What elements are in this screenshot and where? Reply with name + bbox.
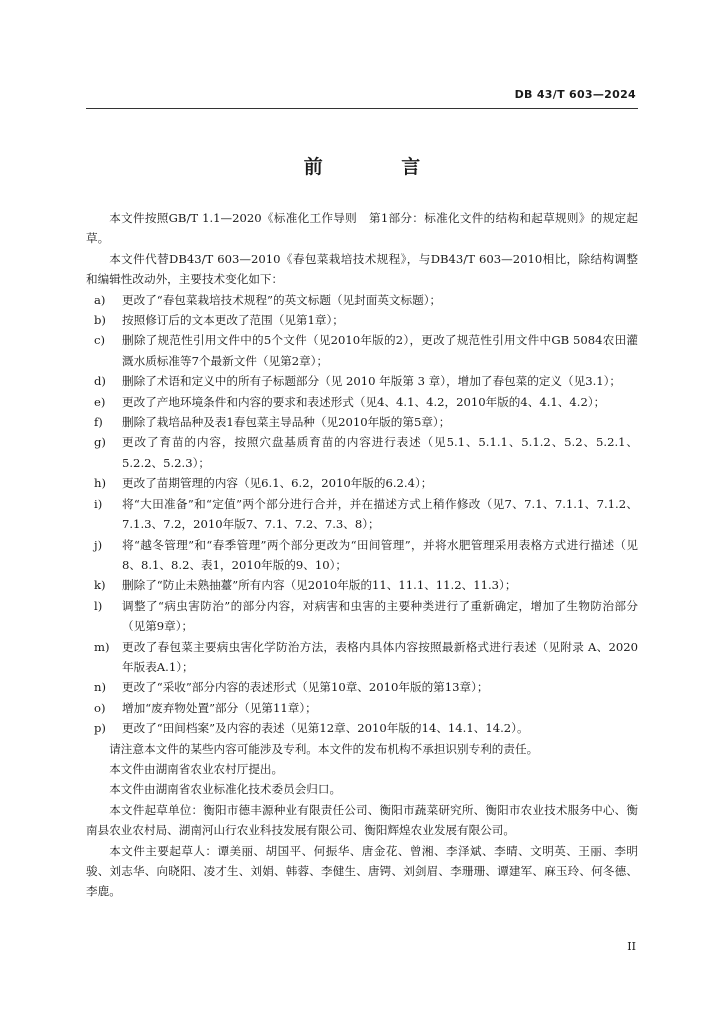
- list-item-label: d): [94, 374, 106, 389]
- list-item: [86, 535, 638, 576]
- list-item-label: b): [94, 313, 106, 328]
- list-item-text: 删除了“防止未熟抽薹”所有内容（见2010年版的11、11.1、11.2、11.3）；: [122, 578, 517, 593]
- list-item-label: k): [94, 578, 106, 593]
- list-item-text: 更改了“田间档案”及内容的表述（见第12章、2010年版的14、14.1、14.2）。: [122, 721, 529, 736]
- list-item: [86, 290, 638, 310]
- list-item-text: 将“大田准备”和“定值”两个部分进行合并，并在描述方式上稍作修改（见7、7.1、7.1.1、7.1.2、7.1.3、7.2，2010年版7、7.1、7.2、7.3、8）；: [122, 496, 638, 532]
- list-item: [86, 473, 638, 493]
- document-number: DB 43/T 603—2024: [514, 88, 636, 101]
- paragraph-drafters: 本文件主要起草人：谭美丽、胡国平、何振华、唐金花、曾湘、李泽斌、李晴、文明英、王丽、李明骏、刘志华、向晓阳、凌才生、刘娟、韩蓉、李健生、唐锷、刘剑眉、李珊珊、谭建军、麻玉玲、何冬德、李鹿。: [86, 843, 638, 899]
- list-item-label: i): [94, 496, 103, 511]
- list-item-text: 调整了“病虫害防治”的部分内容，对病害和虫害的主要种类进行了重新确定，增加了生物防治部分（见第9章）；: [122, 598, 638, 634]
- list-item-text: 删除了栽培品种及表1春包菜主导品种（见2010年版的第5章）；: [122, 415, 451, 430]
- list-item: [86, 718, 638, 738]
- list-item-text: 更改了“春包菜栽培技术规程”的英文标题（见封面英文标题）；: [122, 292, 442, 307]
- list-item-text: 删除了规范性引用文件中的5个文件（见2010年版的2），更改了规范性引用文件中GB 5084农田灌溉水质标准等7个最新文件（见第2章）；: [122, 333, 638, 368]
- list-item-text: 更改了“采收”部分内容的表述形式（见第10章、2010年版的第13章）；: [122, 680, 489, 695]
- list-item-label: e): [94, 394, 106, 409]
- list-item-text: 删除了术语和定义中的所有子标题部分（见 2010 年版第 3 章），增加了春包菜的定义（见3.1）；: [122, 374, 622, 389]
- list-item-label: m): [94, 639, 110, 654]
- page-title: 前 言: [303, 156, 457, 178]
- list-item: [86, 677, 638, 697]
- paragraph-centralized-unit: 本文件由湖南省农业标准化技术委员会归口。: [109, 782, 342, 797]
- list-item-label: o): [94, 700, 106, 715]
- list-item: [86, 392, 638, 412]
- list-item: [86, 596, 638, 637]
- header-rule: [86, 108, 638, 109]
- list-item-label: g): [94, 435, 106, 450]
- list-item-label: j): [94, 537, 103, 552]
- list-item: [86, 330, 638, 371]
- list-item-text: 更改了苗期管理的内容（见6.1、6.2，2010年版的6.2.4）；: [122, 476, 433, 491]
- list-item-label: p): [94, 721, 106, 736]
- list-item: [86, 432, 638, 473]
- list-item-label: h): [94, 476, 106, 491]
- paragraph-replacement-note: 本文件代替DB43/T 603—2010《春包菜栽培技术规程》，与DB43/T 603—2010相比，除结构调整和编辑性改动外，主要技术变化如下：: [86, 251, 638, 287]
- paragraph-proposer: 本文件由湖南省农业农村厅提出。: [109, 761, 284, 776]
- list-item-text: 更改了春包菜主要病虫害化学防治方法，表格内具体内容按照最新格式进行表述（见附录 A、2020年版表A.1）；: [122, 639, 638, 674]
- list-item: [86, 412, 638, 432]
- list-item: [86, 371, 638, 391]
- page-number: II: [627, 940, 636, 953]
- list-item: [86, 698, 638, 718]
- paragraph-patent-notice: 请注意本文件的某些内容可能涉及专利。本文件的发布机构不承担识别专利的责任。: [109, 741, 539, 756]
- list-item-text: 更改了产地环境条件和内容的要求和表述形式（见4、4.1、4.2，2010年版的4、4.1、4.2）；: [122, 394, 606, 409]
- document-body: [86, 208, 638, 902]
- list-item-label: c): [94, 333, 106, 348]
- list-item-label: a): [94, 292, 106, 307]
- list-item: [86, 637, 638, 678]
- list-item-label: n): [94, 680, 106, 695]
- list-item: [86, 310, 638, 330]
- list-item: [86, 494, 638, 535]
- list-item-label: f): [94, 415, 103, 430]
- list-item-text: 更改了育苗的内容，按照穴盘基质育苗的内容进行表述（见5.1、5.1.1、5.1.2、5.2、5.2.1、5.2.2、5.2.3）；: [122, 435, 638, 470]
- list-item-label: l): [94, 598, 103, 613]
- list-item-text: 按照修订后的文本更改了范围（见第1章）；: [122, 313, 344, 328]
- list-item-text: 将“越冬管理”和“春季管理”两个部分更改为“田间管理”，并将水肥管理采用表格方式进行描述（见8、8.1、8.2、表1，2010年版的9、10）；: [122, 537, 638, 572]
- list-item: [86, 575, 638, 595]
- paragraph-drafting-basis: 本文件按照GB/T 1.1—2020《标准化工作导则 第1部分：标准化文件的结构和起草规则》的规定起草。: [86, 211, 638, 246]
- paragraph-drafting-units: 本文件起草单位：衡阳市德丰源种业有限责任公司、衡阳市蔬菜研究所、衡阳市农业技术服务中心、衡南县农业农村局、湖南河山行农业科技发展有限公司、衡阳辉煌农业发展有限公司。: [86, 802, 638, 838]
- list-item-text: 增加“废弃物处置”部分（见第11章）；: [122, 700, 317, 715]
